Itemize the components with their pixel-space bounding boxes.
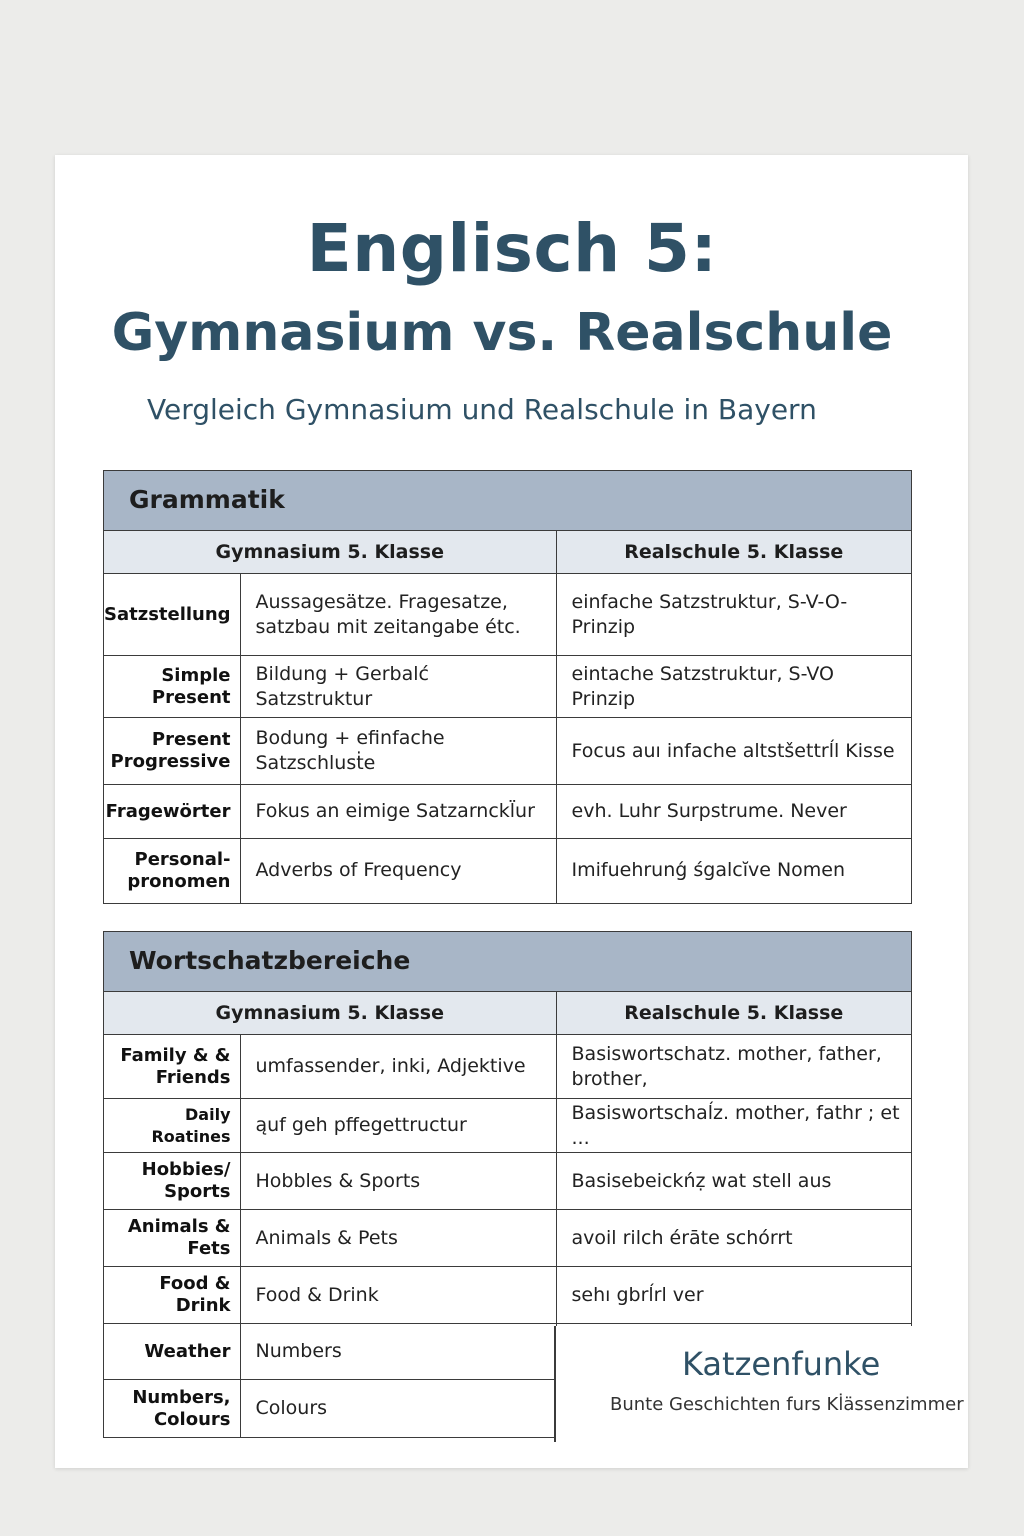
page-title-line2: Gymnasium vs. Realschule — [111, 303, 893, 363]
grammar-table — [104, 531, 911, 903]
table-row — [104, 1210, 911, 1267]
column-header-gymnasium: Gymnasium 5. Klasse — [104, 531, 556, 574]
table-row — [104, 1035, 911, 1099]
table-row — [104, 839, 911, 903]
row-label: Numbers, Colours — [104, 1380, 240, 1438]
page-title: Englisch 5: — [306, 210, 718, 287]
row-label: Hobbies/ Sports — [104, 1153, 240, 1210]
gymnasium-cell: Hobbles & Sports — [240, 1153, 556, 1210]
realschule-cell: avoil rilch érāte schórrt — [556, 1210, 911, 1267]
gymnasium-cell: Bildung + Gerbalć Satzstruktur — [240, 656, 556, 718]
grammar-section — [103, 470, 912, 904]
empty-area — [556, 1326, 916, 1446]
column-header-realschule: Realschule 5. Klasse — [556, 531, 911, 574]
realschule-cell: einfache Satzstruktur, S-V-O-Prinzip — [556, 574, 911, 656]
row-label: Animals & Fets — [104, 1210, 240, 1267]
row-label: Simple Present — [104, 656, 240, 718]
realschule-cell: evh. Luhr Surpstrume. Never — [556, 785, 911, 839]
table-row — [104, 574, 911, 656]
row-label: Fragewörter — [104, 785, 240, 839]
row-label: Weather — [104, 1324, 240, 1380]
gymnasium-cell: ąuf geh pffegettructur — [240, 1099, 556, 1153]
table-row — [104, 718, 911, 785]
gymnasium-cell: Food & Drink — [240, 1267, 556, 1324]
gymnasium-cell: Adverbs of Frequency — [240, 839, 556, 903]
gymnasium-cell: Numbers — [240, 1324, 556, 1380]
table-row — [104, 1267, 911, 1324]
column-header-realschule: Realschule 5. Klasse — [556, 992, 911, 1035]
column-header-gymnasium: Gymnasium 5. Klasse — [104, 992, 556, 1035]
realschule-cell: Basisebeickńẓ wat stell aus — [556, 1153, 911, 1210]
realschule-cell: Imifuehrunǵ śgalcĭve Nomen — [556, 839, 911, 903]
gymnasium-cell: Animals & Pets — [240, 1210, 556, 1267]
table-row — [104, 785, 911, 839]
gymnasium-cell: Colours — [240, 1380, 556, 1438]
divider — [554, 1326, 556, 1442]
page-subtitle: Vergleich Gymnasium und Realschule in Bayern — [147, 393, 817, 426]
gymnasium-cell: Aussagesätze. Fragesatze, satzbau mit zeitangabe étc. — [240, 574, 556, 656]
gymnasium-cell: Bodung + efinfache Satzschlusṫe — [240, 718, 556, 785]
gymnasium-cell: umfassender, inki, Adjektive — [240, 1035, 556, 1099]
row-label: Family & & Friends — [104, 1035, 240, 1099]
table-row — [104, 1153, 911, 1210]
table-header-row — [104, 531, 911, 574]
brand-name: Katzenfunke — [682, 1345, 881, 1383]
realschule-cell: Basiswortschatz. mother, father, brother, — [556, 1035, 911, 1099]
realschule-cell: sehı gbrĺrl ver — [556, 1267, 911, 1324]
gymnasium-cell: Fokus an eimige Satzarnckl̈ur — [240, 785, 556, 839]
realschule-cell: eintache Satzstruktur, S-VO Prinzip — [556, 656, 911, 718]
vocab-heading: Wortschatzbereiche — [104, 932, 911, 992]
grammar-heading: Grammatik — [104, 471, 911, 531]
table-header-row — [104, 992, 911, 1035]
table-row — [104, 1099, 911, 1153]
realschule-cell: Basiswortschaĺz. mother, fathr ; et ... — [556, 1099, 911, 1153]
row-label: Daily Roatines — [104, 1099, 240, 1153]
realschule-cell: Focus auı infache altstšettrĺl Kisse — [556, 718, 911, 785]
row-label: Personal-pronomen — [104, 839, 240, 903]
row-label: Present Progressive — [104, 718, 240, 785]
row-label: Satzstellung — [104, 574, 240, 656]
brand-tagline: Bunte Geschichten furs Kl̇ässenzimmer — [610, 1394, 964, 1415]
table-row — [104, 656, 911, 718]
row-label: Food & Drink — [104, 1267, 240, 1324]
